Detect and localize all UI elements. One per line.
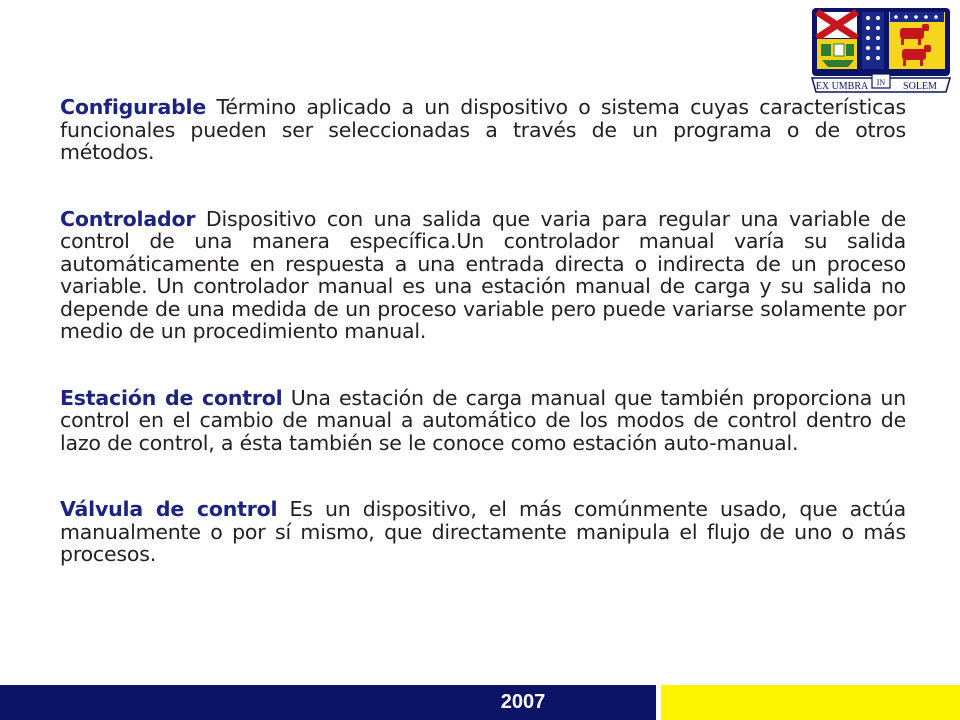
definition-controlador: Dispositivo con una salida que varia para regular una variable de control de una manera específica.Un controlador manual varía su salida automáticamente en respuesta a una entrada directa o indirecta de un proceso variable. Un controlador manual es una estación manual de carga y su salida no depende de una medida de un proceso variable pero puede variarse solamente por medio de un procedimiento manual. — [60, 206, 906, 343]
crest-svg — [810, 6, 952, 98]
glossary-content — [60, 96, 906, 610]
svg-text:IN: IN — [876, 78, 886, 87]
svg-text:SOLEM: SOLEM — [903, 81, 937, 92]
footer-navy-block — [0, 685, 656, 720]
footer-year: 2007 — [500, 691, 546, 713]
term-controlador: Controlador — [60, 206, 196, 231]
glossary-entry-valvula-de-control — [60, 498, 906, 566]
footer-yellow-block — [661, 685, 960, 720]
glossary-entry-estacion-de-control — [60, 387, 906, 455]
term-valvula-de-control: Válvula de control — [60, 497, 278, 521]
footer-bar — [0, 685, 960, 720]
term-estacion-de-control: Estación de control — [60, 385, 283, 410]
glossary-entry-configurable — [60, 96, 906, 164]
svg-text:EX UMBRA: EX UMBRA — [815, 81, 869, 92]
glossary-entry-controlador — [60, 208, 906, 343]
definition-estacion-de-control: Una estación de carga manual que también proporciona un control en el cambio de manual a automático de los modos de control dentro de lazo de control, a ésta también se le conoce como estación auto-manual. — [60, 385, 906, 455]
university-crest-logo — [810, 6, 952, 98]
definition-valvula-de-control: Es un dispositivo, el más comúnmente usado, que actúa manualmente o por sí mismo, que directamente manipula el flujo de uno o más procesos. — [60, 497, 906, 566]
term-configurable: Configurable — [60, 95, 207, 119]
definition-configurable: Término aplicado a un dispositivo o sistema cuyas características funcionales pueden ser seleccionadas a través de un programa o de otros métodos. — [60, 95, 906, 164]
